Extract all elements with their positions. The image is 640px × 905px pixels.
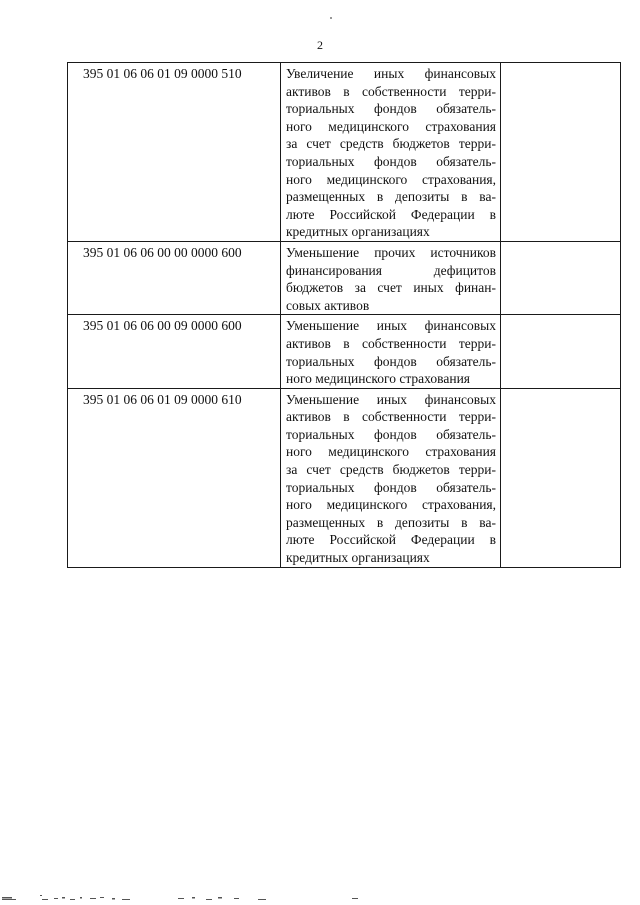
- amount-cell: [501, 63, 621, 242]
- amount-cell: [501, 315, 621, 388]
- description-line: ториальных фондов обязатель-: [286, 479, 496, 495]
- description-line: активов в собственности терри-: [286, 409, 496, 425]
- description-line: за счет средств бюджетов терри-: [286, 462, 496, 478]
- description-cell: [281, 315, 501, 388]
- code-cell: [68, 388, 281, 567]
- description-line: ного медицинского страхования: [286, 371, 470, 387]
- description-line: ториальных фондов обязатель-: [286, 353, 496, 369]
- code-cell: [68, 315, 281, 388]
- description-line: Увеличение иных финансовых: [286, 66, 496, 81]
- budget-classification-table: [67, 62, 621, 568]
- description-line: бюджетов за счет иных финан-: [286, 280, 496, 296]
- description-line: за счет средств бюджетов терри-: [286, 136, 496, 152]
- description-line: Уменьшение иных финансовых: [286, 318, 496, 334]
- amount-cell: [501, 241, 621, 314]
- table-row: [68, 388, 621, 567]
- description-line: люте Российской Федерации в: [286, 532, 496, 548]
- description-line: активов в собственности терри-: [286, 83, 496, 99]
- description-text: [281, 389, 500, 567]
- description-cell: [281, 388, 501, 567]
- scan-footer-artifacts: [2, 893, 382, 901]
- table-row: [68, 315, 621, 388]
- description-text: [281, 242, 500, 314]
- description-line: ного медицинского страхования,: [286, 497, 496, 513]
- description-text: [281, 315, 500, 387]
- description-line: совых активов: [286, 297, 370, 313]
- table-row: [68, 241, 621, 314]
- classification-code: 395 01 06 06 01 09 0000 610: [83, 391, 242, 407]
- classification-code: 395 01 06 06 00 09 0000 600: [83, 318, 242, 334]
- description-line: ториальных фондов обязатель-: [286, 101, 496, 117]
- description-line: Уменьшение прочих источников: [286, 244, 496, 260]
- amount-cell: [501, 388, 621, 567]
- description-line: размещенных в депозиты в ва-: [286, 189, 496, 205]
- scan-artifact-dot: [330, 17, 332, 19]
- description-line: размещенных в депозиты в ва-: [286, 514, 496, 530]
- classification-code: 395 01 06 06 01 09 0000 510: [83, 66, 242, 81]
- description-line: Уменьшение иных финансовых: [286, 391, 496, 407]
- description-line: ного медицинского страхования,: [286, 171, 496, 187]
- description-line: кредитных организациях: [286, 550, 430, 566]
- classification-code: 395 01 06 06 00 00 0000 600: [83, 244, 242, 260]
- code-cell: [68, 241, 281, 314]
- description-line: ного медицинского страхования: [286, 444, 496, 460]
- table-row: [68, 63, 621, 242]
- description-line: ториальных фондов обязатель-: [286, 153, 496, 169]
- description-line: люте Российской Федерации в: [286, 206, 496, 222]
- description-line: финансирования дефицитов: [286, 262, 496, 278]
- description-text: [281, 63, 500, 241]
- description-line: ного медицинского страхования: [286, 118, 496, 134]
- description-cell: [281, 63, 501, 242]
- description-line: ториальных фондов обязатель-: [286, 426, 496, 442]
- description-line: кредитных организациях: [286, 224, 430, 240]
- description-cell: [281, 241, 501, 314]
- code-cell: [68, 63, 281, 242]
- description-line: активов в собственности терри-: [286, 335, 496, 351]
- page-number: 2: [317, 38, 323, 52]
- table-body: [68, 63, 621, 568]
